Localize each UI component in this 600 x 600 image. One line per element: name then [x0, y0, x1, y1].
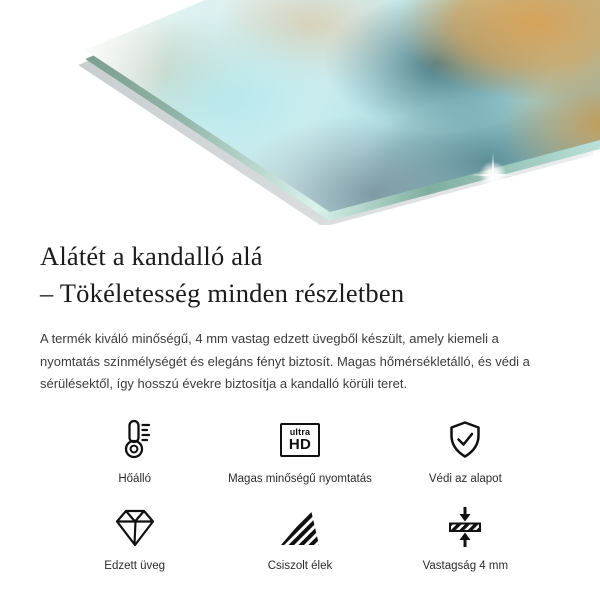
section-title	[40, 238, 560, 312]
ultra-hd-icon-text-bottom: HD	[288, 435, 312, 453]
sparkle-glint-icon	[471, 153, 515, 197]
feature-label: Magas minőségű nyomtatás	[228, 472, 372, 485]
title-line-1: Alátét a kandalló alá	[40, 241, 263, 271]
feature-label: Vastagság 4 mm	[422, 559, 509, 572]
feature-protects-base	[383, 417, 548, 497]
feature-tempered-glass	[52, 504, 217, 584]
polished-edges-icon	[278, 504, 322, 550]
feature-label: Védi az alapot	[428, 472, 502, 485]
thermometer-icon	[114, 417, 156, 463]
thickness-arrows-icon	[442, 504, 488, 550]
shield-check-icon	[443, 417, 487, 463]
feature-thickness	[383, 504, 548, 584]
title-line-2: – Tökéletesség minden részletben	[40, 278, 405, 308]
product-description-text: A termék kiváló minőségű, 4 mm vastag edzett üvegből készült, amely kiemeli a nyomtatás színmélységét és elegáns fényt biztosít. Magas hőmérsékletálló, és védi a sérülésektől, így hosszú évekre biztosítja a kandalló körüli teret.	[40, 331, 530, 391]
ultra-hd-icon-text-top: ultra	[289, 426, 311, 437]
feature-label: Csiszolt élek	[267, 559, 333, 572]
diamond-icon	[113, 504, 157, 550]
feature-label: Edzett üveg	[104, 559, 166, 572]
feature-heat-resistant	[52, 417, 217, 497]
features-grid	[40, 417, 560, 584]
feature-label: Hőálló	[118, 472, 151, 485]
product-photo-section	[0, 0, 600, 225]
product-description-section	[0, 238, 600, 584]
ultra-hd-icon	[280, 417, 320, 463]
feature-polished-edges	[217, 504, 382, 584]
feature-print-quality	[217, 417, 382, 497]
